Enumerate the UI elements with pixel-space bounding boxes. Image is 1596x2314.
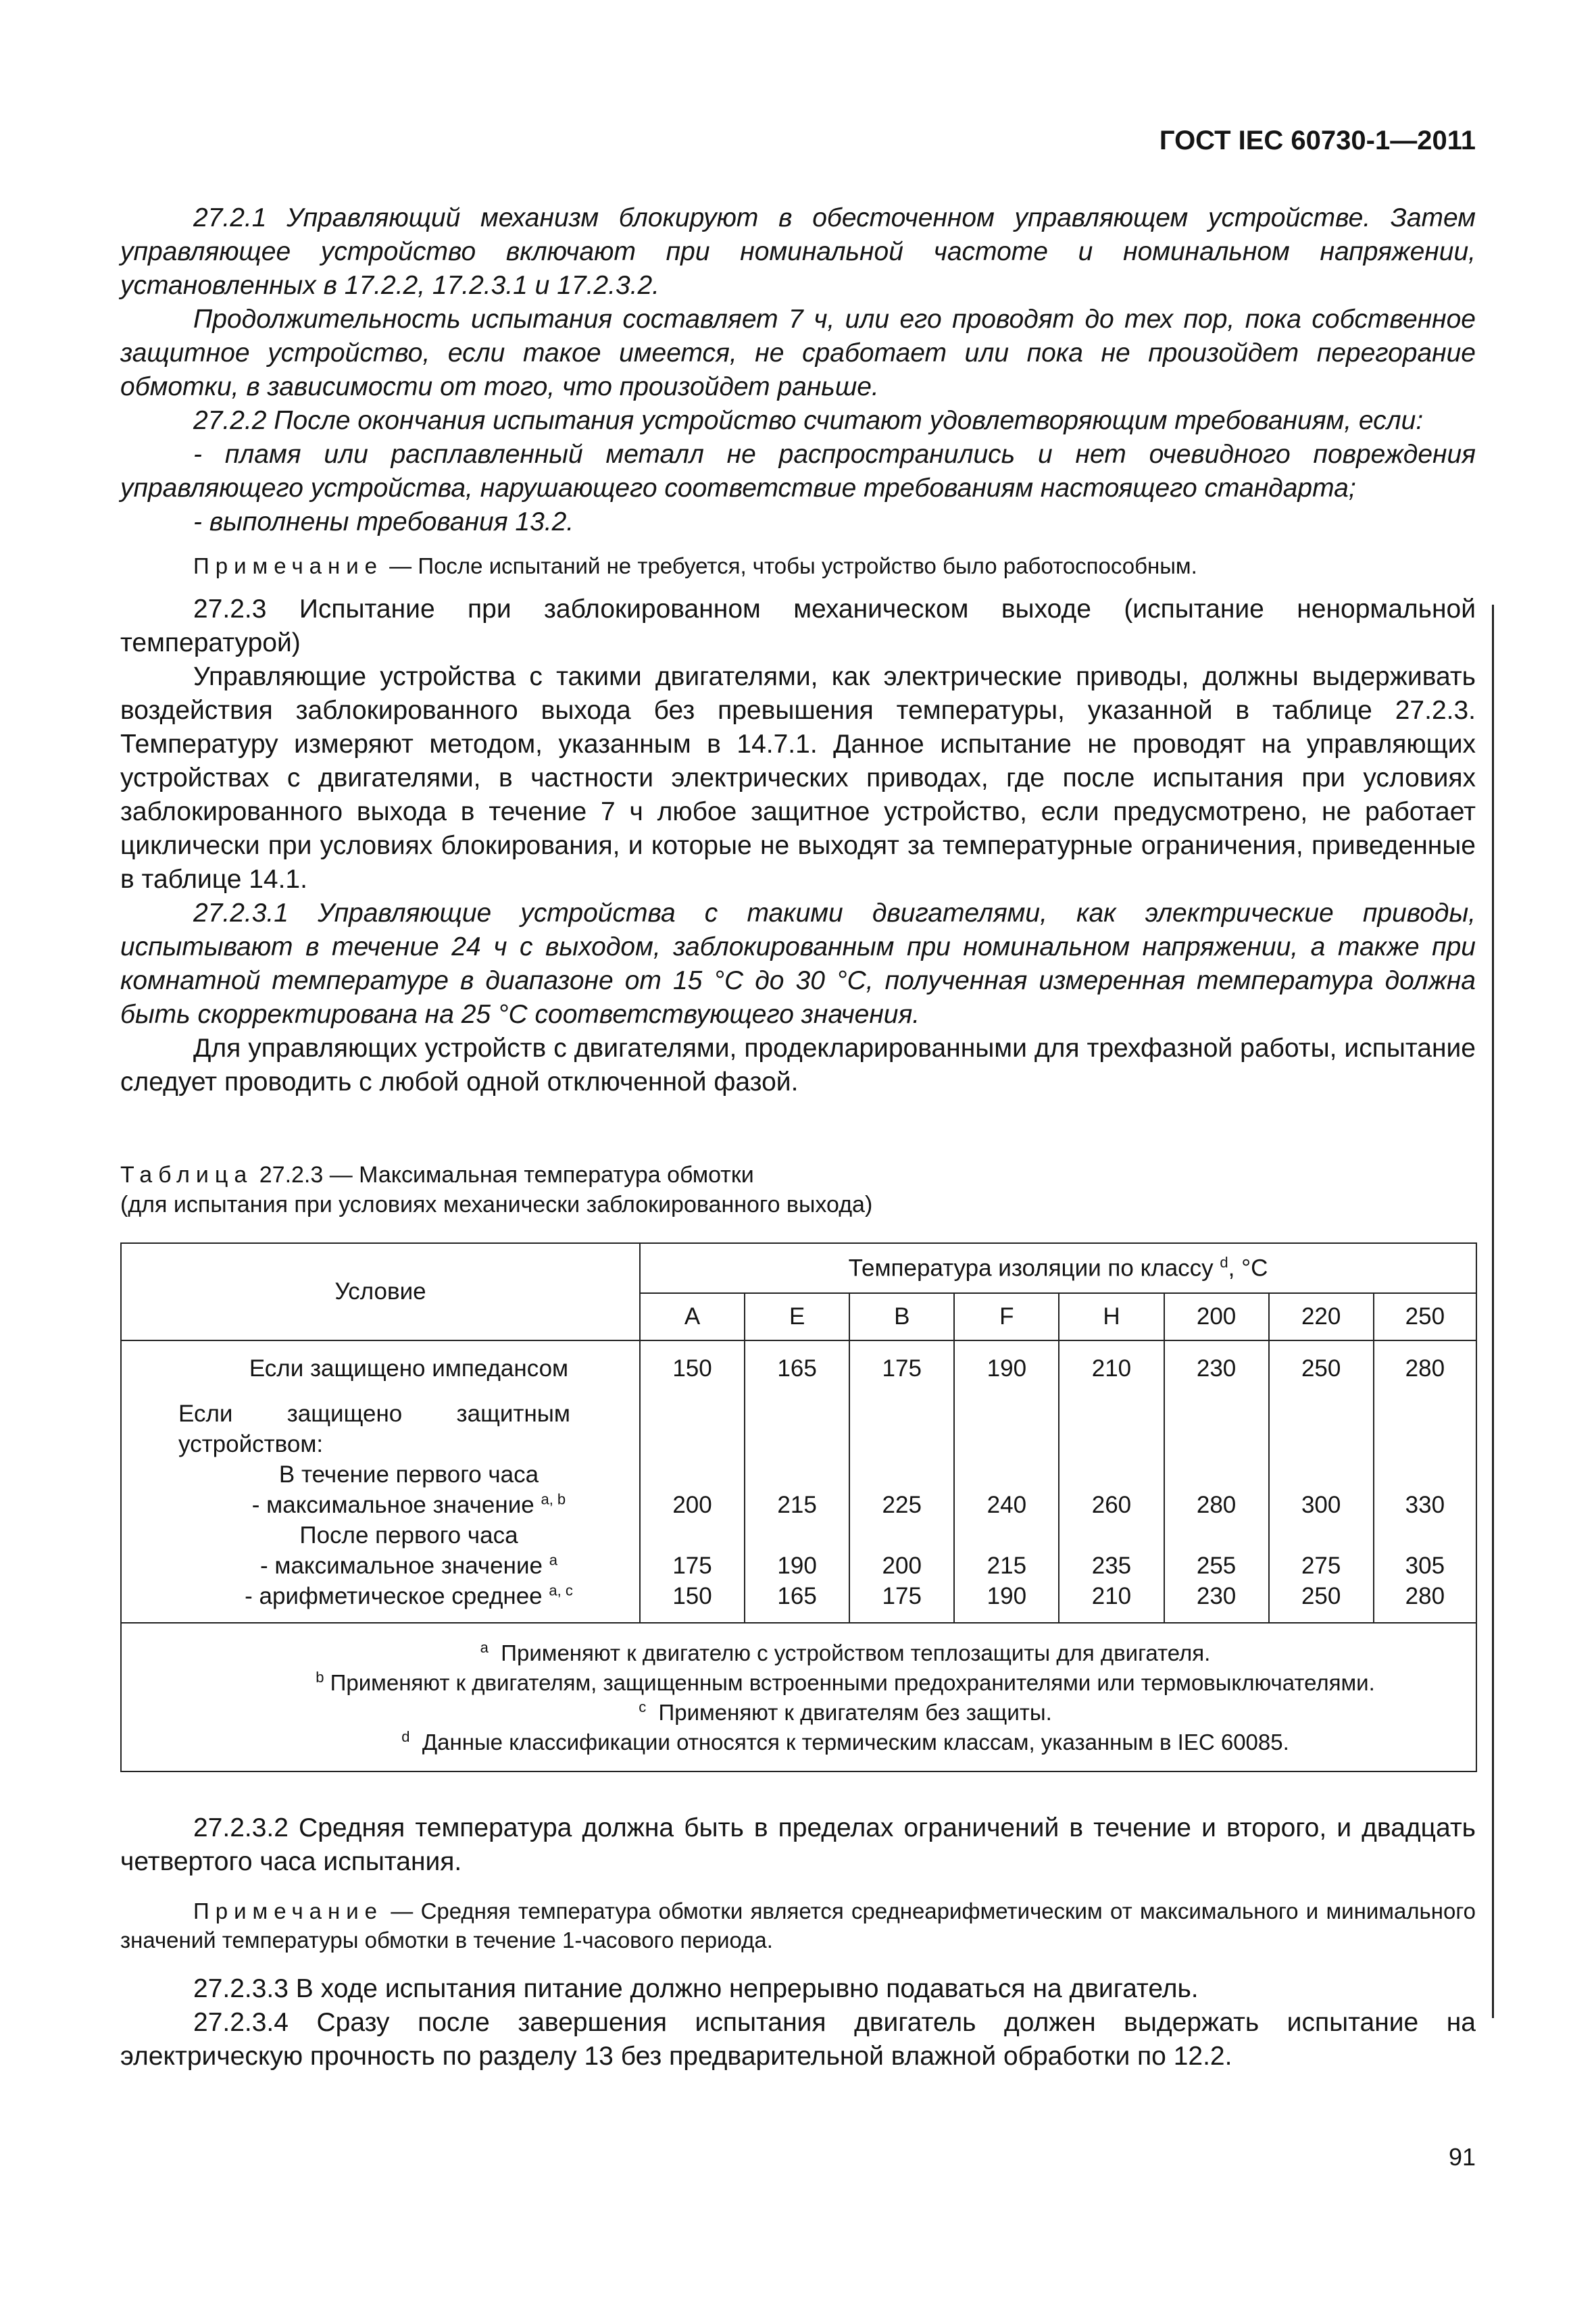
footnote-b: $^b$ Применяют к двигателям, защищенным встроенными предохранителями или термовыключателями. bbox=[316, 1669, 1375, 1695]
condition-cell bbox=[121, 1340, 640, 1623]
paragraph-27-2-3-4: 27.2.3.4 Сразу после завершения испытания двигатель должен выдержать испытание на электрическую прочность по разделу 13 без предварительной влажной обработки по 12.2. bbox=[120, 2008, 1476, 2071]
paragraph-27-2-3: 27.2.3 Испытание при заблокированном механическом выходе (испытание ненормальной температурой) bbox=[120, 595, 1476, 657]
note-1 bbox=[120, 551, 1476, 580]
note-label: Примечание bbox=[193, 1898, 384, 1923]
temperature-header-sup: d bbox=[1220, 1254, 1228, 1272]
page-content bbox=[120, 201, 1476, 2073]
table-caption-sub: (для испытания при условиях механически заблокированного выхода) bbox=[120, 1192, 873, 1217]
class-header: A bbox=[640, 1293, 745, 1340]
values-class-a: 150 200 175 150 bbox=[640, 1340, 745, 1623]
condition-protective-device: Если защищено защитным устройством: bbox=[178, 1401, 570, 1457]
class-header: 220 bbox=[1269, 1293, 1374, 1340]
class-header: F bbox=[954, 1293, 1059, 1340]
paragraph-27-2-3-3: 27.2.3.3 В ходе испытания питание должно непрерывно подаваться на двигатель. bbox=[193, 1974, 1199, 2003]
paragraph-motors: Управляющие устройства с такими двигателями, как электрические приводы, должны выдерживать воздействия заблокированного выхода без превышения температуры, указанной в таблице 27.2.3. Температуру измеряют методом, указанным в 14.7.1. Данное испытание не проводят на управляющих устройствах с двигателями, в частности электрических приводах, где после испытания при условиях заблокированного выхода в течение 7 ч любое защитное устройство, если предусмотрено, не работает циклически при условиях блокирования, и которые не выходят за температурные ограничения, приведенные в таблице 14.1. bbox=[120, 662, 1476, 894]
class-header: H bbox=[1059, 1293, 1164, 1340]
table-caption-label: Таблица bbox=[120, 1162, 253, 1188]
values-class-h: 210 260 235 210 bbox=[1059, 1340, 1164, 1623]
values-class-220: 250 300 275 250 bbox=[1269, 1340, 1374, 1623]
values-class-b: 175 225 200 175 bbox=[849, 1340, 954, 1623]
temperature-header-unit: , °С bbox=[1228, 1255, 1268, 1282]
table-caption bbox=[120, 1160, 1476, 1190]
condition-header: Условие bbox=[121, 1243, 640, 1340]
condition-first-hour: В течение первого часа bbox=[278, 1461, 539, 1488]
temperature-header bbox=[640, 1243, 1476, 1293]
footnote-a: $^a$ Применяют к двигателю с устройством теплозащиты для двигателя. bbox=[480, 1639, 1211, 1665]
table-footnotes bbox=[121, 1623, 1476, 1771]
table-caption-title: 27.2.3 — Максимальная температура обмотки bbox=[253, 1162, 754, 1188]
dash-item-flame: - пламя или расплавленный металл не распространились и нет очевидного повреждения управляющего устройства, нарушающего соответствие требованиям настоящего стандарта; bbox=[120, 440, 1476, 503]
document-header: ГОСТ IEC 60730-1—2011 bbox=[1159, 126, 1476, 155]
values-class-250: 280 330 305 280 bbox=[1374, 1340, 1476, 1623]
page-number: 91 bbox=[1448, 2143, 1476, 2171]
condition-after-first-hour: После первого часа bbox=[299, 1522, 518, 1549]
condition-after-average: - арифметическое среднее $^{a, c}$ bbox=[245, 1582, 573, 1609]
class-header: E bbox=[745, 1293, 849, 1340]
paragraph-duration: Продолжительность испытания составляет 7 ч, или его проводят до тех пор, пока собственное защитное устройство, если такое имеется, не сработает или пока не произойдет перегорание обмотки, в зависимости от того, что произойдет раньше. bbox=[120, 305, 1476, 401]
paragraph-27-2-1: 27.2.1 Управляющий механизм блокируют в обесточенном управляющем устройстве. Затем управляющее устройство включают при номинальной частоте и номинальном напряжении, установленных в 17.2.2, 17.2.3.1 и 17.2.3.2. bbox=[120, 203, 1476, 300]
winding-temperature-table bbox=[120, 1242, 1477, 1772]
paragraph-27-2-3-1: 27.2.3.1 Управляющие устройства с такими двигателями, как электрические приводы, испытывают в течение 24 ч с выходом, заблокированным при номинальном напряжении, а также при комнатной температуре в диапазоне от 15 °С до 30 °С, полученная измеренная температура должна быть скорректирована на 25 °С соответствующего значения. bbox=[120, 899, 1476, 1029]
note-text: — Средняя температура обмотки является среднеарифметическим от максимального и минимального значений температуры обмотки в течение 1-часового периода. bbox=[120, 1898, 1476, 1953]
class-header: 250 bbox=[1374, 1293, 1476, 1340]
note-label: Примечание bbox=[193, 553, 384, 578]
paragraph-27-2-2 bbox=[120, 404, 1476, 539]
values-class-200: 230 280 255 230 bbox=[1164, 1340, 1269, 1623]
paragraph-27-2-3-2: 27.2.3.2 Средняя температура должна быть в пределах ограничений в течение и второго, и двадцать четвертого часа испытания. bbox=[120, 1813, 1476, 1876]
values-class-e: 165 215 190 165 bbox=[745, 1340, 849, 1623]
condition-after-max: - максимальное значение $^a$ bbox=[260, 1551, 557, 1579]
footnote-c: $^c$ Применяют к двигателям без защиты. bbox=[639, 1699, 1052, 1725]
footnote-d: $^d$ Данные классификации относятся к термическим классам, указанным в IEC 60085. bbox=[401, 1728, 1289, 1755]
change-bar bbox=[1492, 605, 1494, 2018]
paragraph-three-phase: Для управляющих устройств с двигателями, продекларированными для трехфазной работы, испытание следует проводить с любой одной отключенной фазой. bbox=[120, 1034, 1476, 1097]
note-text: — После испытаний не требуется, чтобы устройство было работоспособным. bbox=[383, 553, 1197, 578]
dash-item-requirements: - выполнены требования 13.2. bbox=[193, 507, 574, 536]
temperature-header-text: Температура изоляции по классу bbox=[848, 1255, 1214, 1282]
values-class-f: 190 240 215 190 bbox=[954, 1340, 1059, 1623]
paragraph-27-2-2-lead: 27.2.2 После окончания испытания устройство считают удовлетворяющим требованиям, если: bbox=[193, 406, 1424, 435]
note-2 bbox=[120, 1896, 1476, 1955]
condition-impedance: Если защищено импедансом bbox=[249, 1355, 569, 1382]
class-header: B bbox=[849, 1293, 954, 1340]
condition-first-hour-max: - максимальное значение $^{a, b}$ bbox=[251, 1490, 566, 1518]
class-header: 200 bbox=[1164, 1293, 1269, 1340]
